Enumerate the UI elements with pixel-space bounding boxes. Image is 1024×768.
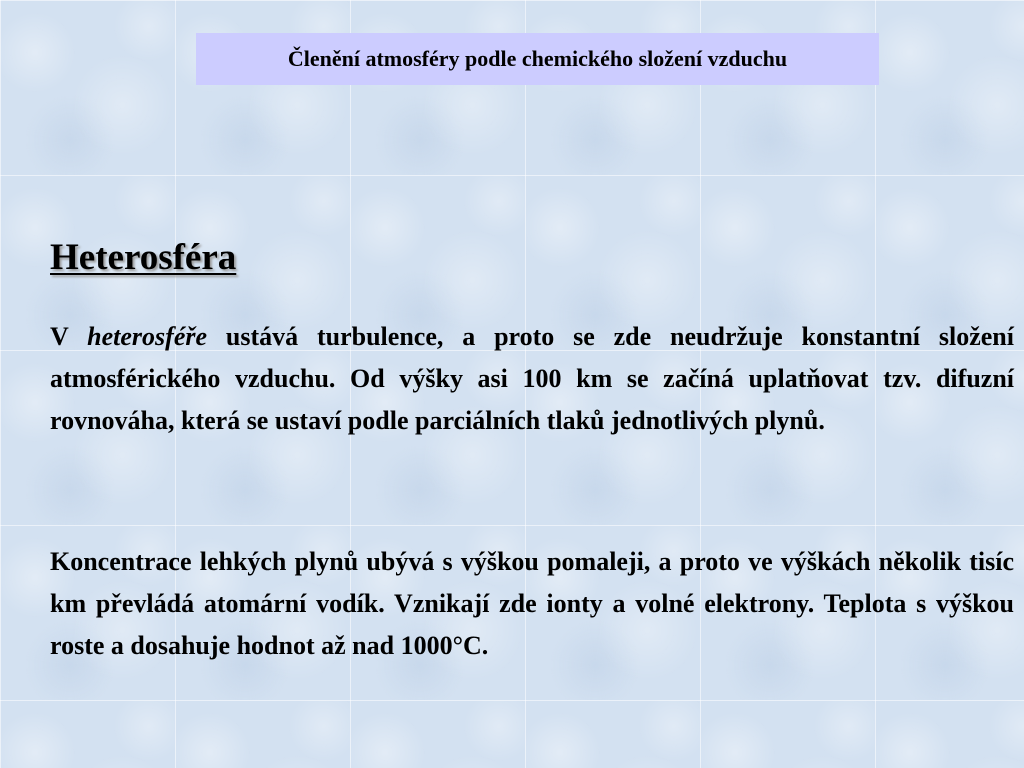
paragraph-2: Koncentrace lehkých plynů ubývá s výškou pomaleji, a proto ve výškách několik tisíc km převládá atomární vodík. Vznikají zde ionty a volné elektrony. Teplota s výškou roste a dosahuje hodnot až nad 1000°C. — [50, 547, 1014, 660]
slide-title: Členění atmosféry podle chemického složení vzduchu — [287, 46, 788, 71]
paragraph-1-lead: V — [50, 322, 88, 351]
paragraph-1 — [50, 316, 1014, 442]
section-heading: Heterosféra — [50, 237, 237, 278]
paragraph-1-rest: ustává turbulence, a proto se zde neudržuje konstantní složení atmosférického vzduchu. Od výšky asi 100 km se začíná uplatňovat tzv. difuzní rovnováha, která se ustaví podle parciálních tlaků jednotlivých plynů. — [50, 322, 1014, 435]
slide-title-box — [196, 33, 879, 85]
paragraph-1-term: heterosféře — [87, 322, 208, 351]
